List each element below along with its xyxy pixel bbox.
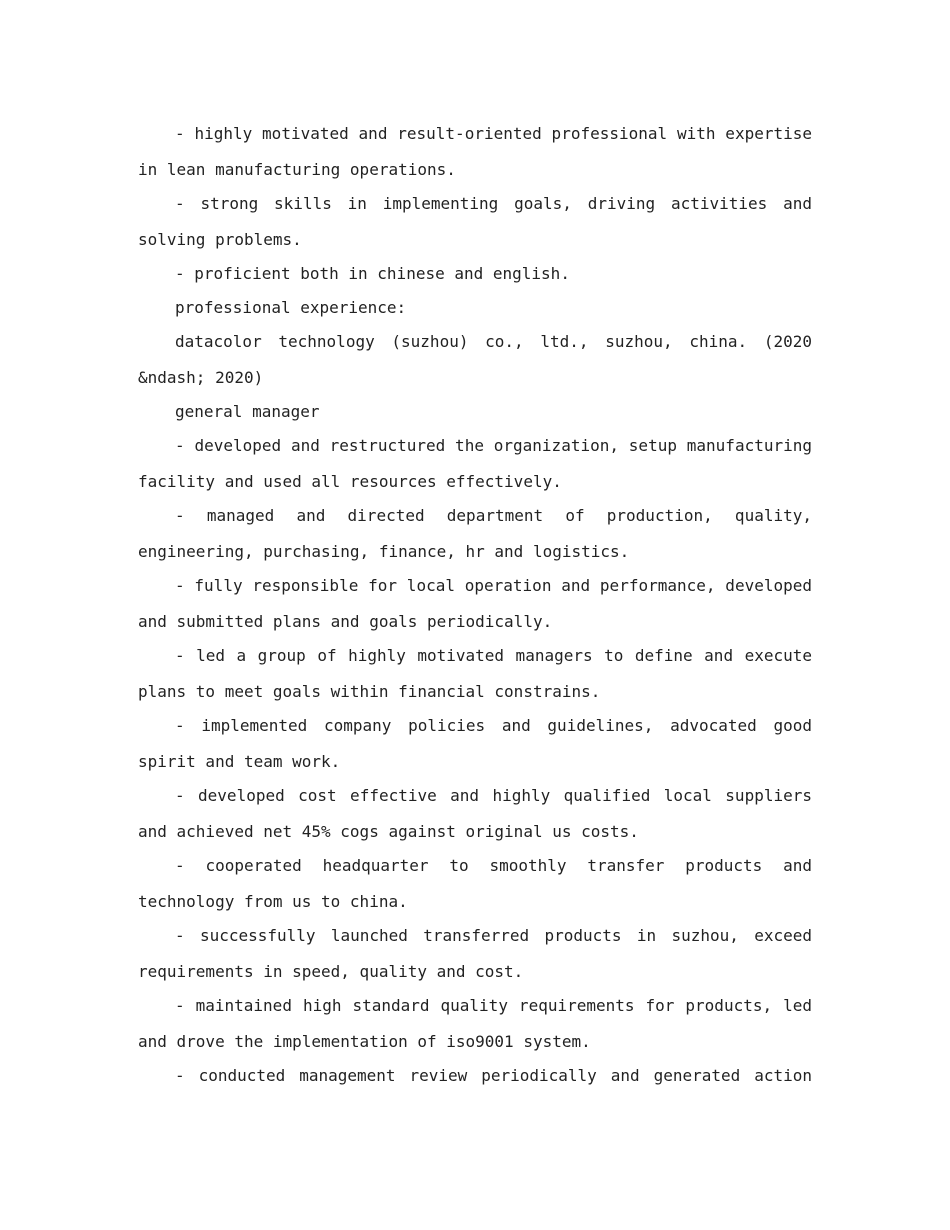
summary-line-language: - proficient both in chinese and english. (175, 264, 570, 283)
summary-line-lean: - highly motivated and result-oriented professional with expertise in lean manufacturing operations. (138, 124, 812, 179)
duty-item: - developed and restructured the organization, setup manufacturing facility and used all resources effectively. (138, 436, 812, 491)
duty-item: - led a group of highly motivated managers to define and execute plans to meet goals within financial constrains. (138, 646, 812, 701)
employer-line: datacolor technology (suzhou) co., ltd., suzhou, china. (2020 &ndash; 2020) (138, 332, 812, 387)
job-title: general manager (175, 402, 320, 421)
duty-item: - fully responsible for local operation and performance, developed and submitted plans and goals periodically. (138, 576, 812, 631)
duty-item: - cooperated headquarter to smoothly transfer products and technology from us to china. (138, 856, 812, 911)
duty-item: - managed and directed department of production, quality, engineering, purchasing, finance, hr and logistics. (138, 506, 812, 561)
resume-body (138, 116, 812, 1092)
duty-item: - developed cost effective and highly qualified local suppliers and achieved net 45% cogs against original us costs. (138, 786, 812, 841)
duty-item: - implemented company policies and guidelines, advocated good spirit and team work. (138, 716, 812, 771)
section-heading-experience: professional experience: (175, 298, 407, 317)
duty-item: - successfully launched transferred products in suzhou, exceed requirements in speed, quality and cost. (138, 926, 812, 981)
duty-item-partial: - conducted management review periodically and generated action (175, 1066, 812, 1085)
summary-line-skills: - strong skills in implementing goals, driving activities and solving problems. (138, 194, 812, 249)
duty-item: - maintained high standard quality requirements for products, led and drove the implementation of iso9001 system. (138, 996, 812, 1051)
